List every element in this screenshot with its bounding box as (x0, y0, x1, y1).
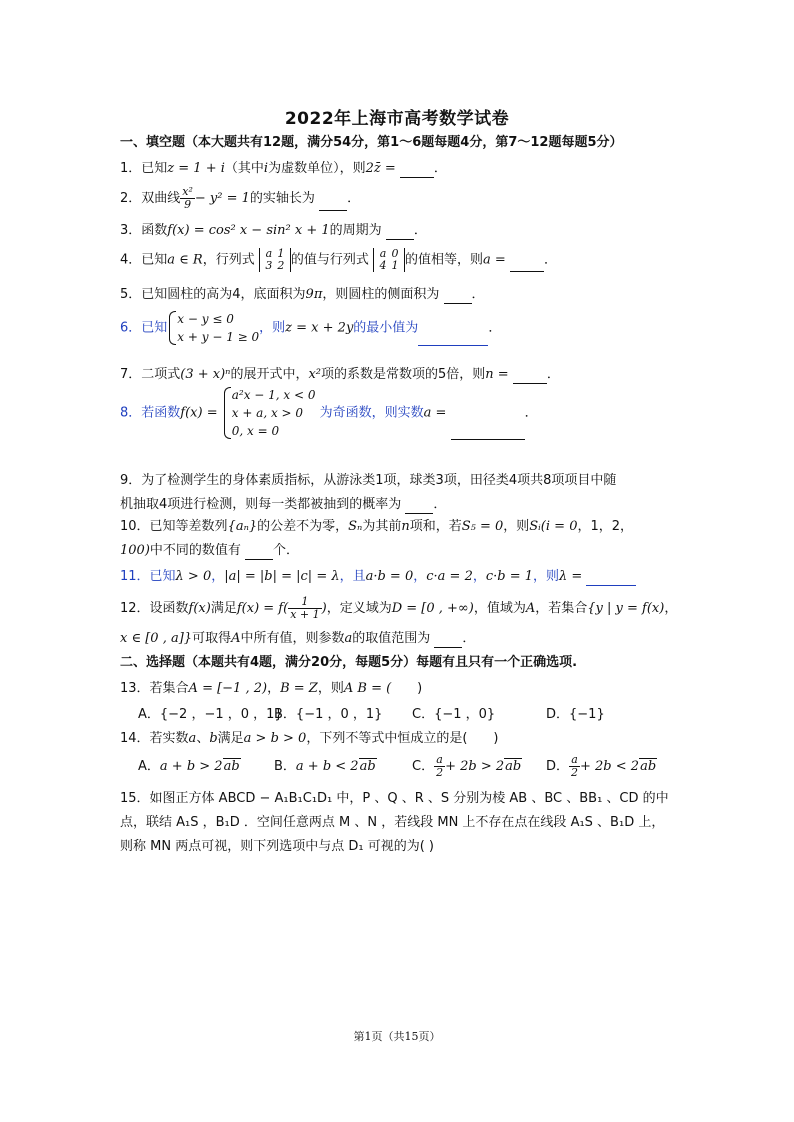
option-b[interactable]: B．a + b < 2ab (274, 759, 376, 774)
page-footer: 第1页（共15页） (353, 1030, 441, 1043)
inequality-system: x − y ≤ 0 x + y − 1 ≥ 0 (167, 310, 259, 346)
question-14-options (138, 754, 684, 779)
page-title: 2022年上海市高考数学试卷 (284, 109, 510, 129)
question-15-line-1: 15．如图正方体 ABCD − A₁B₁C₁D₁ 中，P 、Q 、R 、S 分别为棱 AB 、BC 、BB₁ 、CD 的中 (120, 791, 669, 806)
question-4: 4．已知a ∈ R，行列式 a 1 3 2 的值与行列式 a 0 4 1 的值相等，则a = ． (120, 247, 557, 272)
option-c[interactable]: C．{−1 ，0} (412, 707, 496, 722)
section1-heading: 一、填空题（本大题共有12题，满分54分，第1～6题每题4分，第7～12题每题5分） (120, 135, 623, 150)
piecewise-function: a²x − 1, x < 0 x + a, x > 0 0, x = 0 (222, 386, 316, 440)
question-12-line-2: x ∈ [0 , a]}可取得A中所有值，则参数a的取值范围为 ． (120, 631, 476, 646)
determinant-1: a 1 3 2 (259, 248, 291, 272)
option-a[interactable]: A．a + b > 2ab (138, 759, 240, 774)
sqrt: ab (359, 759, 376, 774)
question-14: 14．若实数a、b满足a > b > 0，下列不等式中恒成立的是( ) (120, 731, 499, 746)
question-10-line-2: 100)中不同的数值有 个． (120, 543, 300, 558)
question-2: 2．双曲线 $\frac{\text{x²}}{9}$ − y² = 1的实轴长为 ． (120, 185, 361, 211)
section2-heading: 二、选择题（本题共有4题，满分20分，每题5分）每题有且只有一个正确选项. (120, 655, 578, 670)
question-13: 13．若集合A = [−1 , 2)，B = Z，则A B = ( ) (120, 681, 423, 696)
sqrt: ab (505, 759, 522, 774)
fraction: $\frac{a}{2}$ (436, 753, 444, 779)
question-7: 7．二项式(3 + x)ⁿ的展开式中，x²项的系数是常数项的5倍，则n = ． (120, 367, 560, 382)
fraction: $\frac{a}{2}$ (571, 753, 579, 779)
option-a[interactable]: A．{−2 ，−1 ，0 ，1} (138, 707, 283, 722)
question-8: 8．若函数f(x) = a²x − 1, x < 0 x + a, x > 0 0, x = 0 为奇函数，则实数a = ． (120, 388, 538, 438)
answer-blank (513, 369, 547, 384)
answer-blank (451, 425, 525, 440)
fraction: $\frac{\text{x²}}{9}$ (182, 185, 193, 211)
option-b[interactable]: B．{−1 ，0 ，1} (274, 707, 383, 722)
sqrt: ab (640, 759, 657, 774)
answer-blank (405, 499, 433, 514)
answer-blank (434, 633, 462, 648)
answer-blank (510, 257, 544, 272)
question-10-line-1: 10．已知等差数列{aₙ}的公差不为零，Sₙ为其前n项和，若S₅ = 0，则Sᵢ(i = 0，1，2， (120, 519, 634, 534)
question-13-options (138, 706, 684, 724)
question-3: 3．函数f(x) = cos² x − sin² x + 1的周期为 ． (120, 223, 427, 238)
option-d[interactable]: D．{−1} (546, 707, 605, 722)
answer-blank (319, 196, 347, 211)
question-11: 11．已知λ > 0，|a| = |b| = |c| = λ，且a·b = 0，c·a = 2，c·b = 1，则λ = (120, 568, 684, 586)
answer-blank (400, 163, 434, 178)
question-12-line-1: 12．设函数f(x)满足f(x) = f( $\frac{1}{x + 1}$ )，定义域为D = [0 , +∞)，值域为A，若集合{y | y = f(x)， (120, 595, 678, 621)
question-15-line-2: 点，联结 A₁S ，B₁D ．空间任意两点 M 、N ，若线段 MN 上不存在点在线段 A₁S 、B₁D 上， (120, 815, 665, 830)
determinant-2: a 0 4 1 (373, 248, 405, 272)
question-5: 5．已知圆柱的高为4，底面积为9π，则圆柱的侧面积为 ． (120, 287, 485, 302)
answer-blank (586, 571, 636, 586)
question-6: 6．已知x − y ≤ 0 x + y − 1 ≥ 0，则z = x + 2y的最小值为 ． (120, 312, 502, 344)
answer-blank (245, 545, 273, 560)
question-9-line-2: 机抽取4项进行检测，则每一类都被抽到的概率为 ． (120, 497, 447, 512)
sqrt: ab (223, 759, 240, 774)
answer-blank (386, 225, 414, 240)
question-15-line-3: 则称 MN 两点可视，则下列选项中与点 D₁ 可视的为( ) (120, 839, 434, 854)
question-1: 1．已知z = 1 + i（其中i为虚数单位），则2z̄ = ． (120, 161, 447, 176)
option-d[interactable]: D． $\frac{a}{2}$ + 2b < 2ab (546, 753, 657, 779)
question-9-line-1: 9．为了检测学生的身体素质指标，从游泳类1项，球类3项，田径类4项共8项项目中随 (120, 473, 617, 488)
option-c[interactable]: C． $\frac{a}{2}$ + 2b > 2ab (412, 753, 522, 779)
answer-blank (444, 289, 472, 304)
answer-blank (418, 331, 488, 346)
fraction: $\frac{1}{x + 1}$ (290, 595, 320, 621)
